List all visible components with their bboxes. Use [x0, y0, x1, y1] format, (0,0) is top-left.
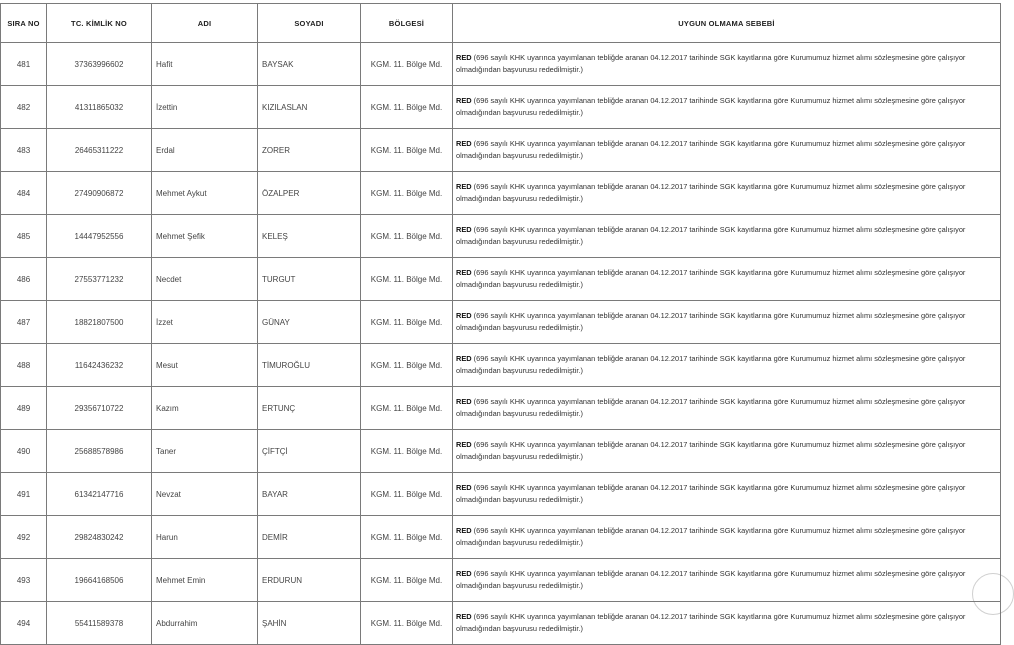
soyadi-cell: ERTUNÇ	[258, 387, 361, 430]
reason-text: (696 sayılı KHK uyarınca yayımlanan tebliğde aranan 04.12.2017 tarihinde SGK kayıtlarına göre Kurumumuz hizmet alımı sözleşmesine göre çalışıyor olmadığından başvurusu rededilmiştir.)	[456, 440, 966, 461]
tc-kimlik-no-cell: 55411589378	[47, 602, 152, 645]
reason-prefix: RED	[456, 612, 472, 621]
table-row	[1, 258, 1001, 301]
stamp-mark	[972, 573, 1014, 615]
uygun-olmama-sebebi-cell	[453, 344, 1001, 387]
reason-text: (696 sayılı KHK uyarınca yayımlanan tebliğde aranan 04.12.2017 tarihinde SGK kayıtlarına göre Kurumumuz hizmet alımı sözleşmesine göre çalışıyor olmadığından başvurusu rededilmiştir.)	[456, 311, 966, 332]
tc-kimlik-no-cell: 27490906872	[47, 172, 152, 215]
reason-text: (696 sayılı KHK uyarınca yayımlanan tebliğde aranan 04.12.2017 tarihinde SGK kayıtlarına göre Kurumumuz hizmet alımı sözleşmesine göre çalışıyor olmadığından başvurusu rededilmiştir.)	[456, 182, 966, 203]
tc-kimlik-no-cell: 27553771232	[47, 258, 152, 301]
header-sira-no: SIRA NO	[1, 4, 47, 43]
table-row	[1, 215, 1001, 258]
soyadi-cell: GÜNAY	[258, 301, 361, 344]
bolgesi-cell: KGM. 11. Bölge Md.	[361, 473, 453, 516]
sira-no-cell: 481	[1, 43, 47, 86]
uygun-olmama-sebebi-cell	[453, 129, 1001, 172]
bolgesi-cell: KGM. 11. Bölge Md.	[361, 301, 453, 344]
uygun-olmama-sebebi-cell	[453, 516, 1001, 559]
adi-cell: Erdal	[152, 129, 258, 172]
soyadi-cell: TİMUROĞLU	[258, 344, 361, 387]
uygun-olmama-sebebi-cell	[453, 86, 1001, 129]
adi-cell: Kazım	[152, 387, 258, 430]
soyadi-cell: ZORER	[258, 129, 361, 172]
table-row	[1, 559, 1001, 602]
tc-kimlik-no-cell: 29356710722	[47, 387, 152, 430]
tc-kimlik-no-cell: 41311865032	[47, 86, 152, 129]
reason-prefix: RED	[456, 225, 472, 234]
header-tc-kimlik-no: TC. KİMLİK NO	[47, 4, 152, 43]
sira-no-cell: 482	[1, 86, 47, 129]
sira-no-cell: 485	[1, 215, 47, 258]
tc-kimlik-no-cell: 14447952556	[47, 215, 152, 258]
uygun-olmama-sebebi-cell	[453, 301, 1001, 344]
soyadi-cell: KELEŞ	[258, 215, 361, 258]
adi-cell: Mehmet Şefik	[152, 215, 258, 258]
table-row	[1, 430, 1001, 473]
tc-kimlik-no-cell: 19664168506	[47, 559, 152, 602]
bolgesi-cell: KGM. 11. Bölge Md.	[361, 86, 453, 129]
table-row	[1, 172, 1001, 215]
bolgesi-cell: KGM. 11. Bölge Md.	[361, 387, 453, 430]
header-uygun-olmama-sebebi: UYGUN OLMAMA SEBEBİ	[453, 4, 1001, 43]
header-bolgesi: BÖLGESİ	[361, 4, 453, 43]
reason-text: (696 sayılı KHK uyarınca yayımlanan tebliğde aranan 04.12.2017 tarihinde SGK kayıtlarına göre Kurumumuz hizmet alımı sözleşmesine göre çalışıyor olmadığından başvurusu rededilmiştir.)	[456, 354, 966, 375]
bolgesi-cell: KGM. 11. Bölge Md.	[361, 430, 453, 473]
reason-prefix: RED	[456, 311, 472, 320]
uygun-olmama-sebebi-cell	[453, 258, 1001, 301]
applicant-table	[0, 3, 1001, 645]
reason-prefix: RED	[456, 182, 472, 191]
soyadi-cell: ERDURUN	[258, 559, 361, 602]
adi-cell: Hafit	[152, 43, 258, 86]
tc-kimlik-no-cell: 25688578986	[47, 430, 152, 473]
reason-text: (696 sayılı KHK uyarınca yayımlanan tebliğde aranan 04.12.2017 tarihinde SGK kayıtlarına göre Kurumumuz hizmet alımı sözleşmesine göre çalışıyor olmadığından başvurusu rededilmiştir.)	[456, 397, 966, 418]
reason-prefix: RED	[456, 139, 472, 148]
soyadi-cell: BAYAR	[258, 473, 361, 516]
bolgesi-cell: KGM. 11. Bölge Md.	[361, 258, 453, 301]
reason-prefix: RED	[456, 526, 472, 535]
uygun-olmama-sebebi-cell	[453, 602, 1001, 645]
soyadi-cell: DEMİR	[258, 516, 361, 559]
uygun-olmama-sebebi-cell	[453, 430, 1001, 473]
uygun-olmama-sebebi-cell	[453, 559, 1001, 602]
sira-no-cell: 486	[1, 258, 47, 301]
tc-kimlik-no-cell: 18821807500	[47, 301, 152, 344]
bolgesi-cell: KGM. 11. Bölge Md.	[361, 516, 453, 559]
uygun-olmama-sebebi-cell	[453, 387, 1001, 430]
reason-prefix: RED	[456, 483, 472, 492]
reason-prefix: RED	[456, 53, 472, 62]
bolgesi-cell: KGM. 11. Bölge Md.	[361, 344, 453, 387]
reason-prefix: RED	[456, 569, 472, 578]
adi-cell: Taner	[152, 430, 258, 473]
reason-prefix: RED	[456, 96, 472, 105]
soyadi-cell: BAYSAK	[258, 43, 361, 86]
adi-cell: İzzet	[152, 301, 258, 344]
sira-no-cell: 493	[1, 559, 47, 602]
table-row	[1, 516, 1001, 559]
reason-prefix: RED	[456, 354, 472, 363]
reason-text: (696 sayılı KHK uyarınca yayımlanan tebliğde aranan 04.12.2017 tarihinde SGK kayıtlarına göre Kurumumuz hizmet alımı sözleşmesine göre çalışıyor olmadığından başvurusu rededilmiştir.)	[456, 526, 966, 547]
tc-kimlik-no-cell: 61342147716	[47, 473, 152, 516]
adi-cell: Mehmet Emin	[152, 559, 258, 602]
adi-cell: Nevzat	[152, 473, 258, 516]
table-row	[1, 344, 1001, 387]
tc-kimlik-no-cell: 29824830242	[47, 516, 152, 559]
reason-text: (696 sayılı KHK uyarınca yayımlanan tebliğde aranan 04.12.2017 tarihinde SGK kayıtlarına göre Kurumumuz hizmet alımı sözleşmesine göre çalışıyor olmadığından başvurusu rededilmiştir.)	[456, 225, 966, 246]
reason-text: (696 sayılı KHK uyarınca yayımlanan tebliğde aranan 04.12.2017 tarihinde SGK kayıtlarına göre Kurumumuz hizmet alımı sözleşmesine göre çalışıyor olmadığından başvurusu rededilmiştir.)	[456, 268, 966, 289]
sira-no-cell: 491	[1, 473, 47, 516]
adi-cell: Mehmet Aykut	[152, 172, 258, 215]
reason-text: (696 sayılı KHK uyarınca yayımlanan tebliğde aranan 04.12.2017 tarihinde SGK kayıtlarına göre Kurumumuz hizmet alımı sözleşmesine göre çalışıyor olmadığından başvurusu rededilmiştir.)	[456, 139, 966, 160]
sira-no-cell: 492	[1, 516, 47, 559]
adi-cell: Harun	[152, 516, 258, 559]
sira-no-cell: 488	[1, 344, 47, 387]
table-row	[1, 86, 1001, 129]
tc-kimlik-no-cell: 26465311222	[47, 129, 152, 172]
table-row	[1, 301, 1001, 344]
adi-cell: Abdurrahim	[152, 602, 258, 645]
reason-prefix: RED	[456, 440, 472, 449]
table-row	[1, 43, 1001, 86]
sira-no-cell: 484	[1, 172, 47, 215]
bolgesi-cell: KGM. 11. Bölge Md.	[361, 602, 453, 645]
table-row	[1, 473, 1001, 516]
uygun-olmama-sebebi-cell	[453, 43, 1001, 86]
uygun-olmama-sebebi-cell	[453, 215, 1001, 258]
soyadi-cell: ÖZALPER	[258, 172, 361, 215]
reason-text: (696 sayılı KHK uyarınca yayımlanan tebliğde aranan 04.12.2017 tarihinde SGK kayıtlarına göre Kurumumuz hizmet alımı sözleşmesine göre çalışıyor olmadığından başvurusu rededilmiştir.)	[456, 569, 966, 590]
table-row	[1, 129, 1001, 172]
soyadi-cell: ÇİFTÇİ	[258, 430, 361, 473]
reason-text: (696 sayılı KHK uyarınca yayımlanan tebliğde aranan 04.12.2017 tarihinde SGK kayıtlarına göre Kurumumuz hizmet alımı sözleşmesine göre çalışıyor olmadığından başvurusu rededilmiştir.)	[456, 53, 966, 74]
bolgesi-cell: KGM. 11. Bölge Md.	[361, 559, 453, 602]
adi-cell: Necdet	[152, 258, 258, 301]
table-row	[1, 387, 1001, 430]
bolgesi-cell: KGM. 11. Bölge Md.	[361, 43, 453, 86]
soyadi-cell: TURGUT	[258, 258, 361, 301]
sira-no-cell: 490	[1, 430, 47, 473]
header-soyadi: SOYADI	[258, 4, 361, 43]
tc-kimlik-no-cell: 37363996602	[47, 43, 152, 86]
reason-prefix: RED	[456, 268, 472, 277]
soyadi-cell: ŞAHİN	[258, 602, 361, 645]
sira-no-cell: 494	[1, 602, 47, 645]
bolgesi-cell: KGM. 11. Bölge Md.	[361, 129, 453, 172]
tc-kimlik-no-cell: 11642436232	[47, 344, 152, 387]
uygun-olmama-sebebi-cell	[453, 172, 1001, 215]
sira-no-cell: 489	[1, 387, 47, 430]
soyadi-cell: KIZILASLAN	[258, 86, 361, 129]
uygun-olmama-sebebi-cell	[453, 473, 1001, 516]
adi-cell: Mesut	[152, 344, 258, 387]
reason-text: (696 sayılı KHK uyarınca yayımlanan tebliğde aranan 04.12.2017 tarihinde SGK kayıtlarına göre Kurumumuz hizmet alımı sözleşmesine göre çalışıyor olmadığından başvurusu rededilmiştir.)	[456, 483, 966, 504]
bolgesi-cell: KGM. 11. Bölge Md.	[361, 215, 453, 258]
reason-prefix: RED	[456, 397, 472, 406]
reason-text: (696 sayılı KHK uyarınca yayımlanan tebliğde aranan 04.12.2017 tarihinde SGK kayıtlarına göre Kurumumuz hizmet alımı sözleşmesine göre çalışıyor olmadığından başvurusu rededilmiştir.)	[456, 96, 966, 117]
table-header-row	[1, 4, 1001, 43]
sira-no-cell: 483	[1, 129, 47, 172]
reason-text: (696 sayılı KHK uyarınca yayımlanan tebliğde aranan 04.12.2017 tarihinde SGK kayıtlarına göre Kurumumuz hizmet alımı sözleşmesine göre çalışıyor olmadığından başvurusu rededilmiştir.)	[456, 612, 966, 633]
table-row	[1, 602, 1001, 645]
sira-no-cell: 487	[1, 301, 47, 344]
bolgesi-cell: KGM. 11. Bölge Md.	[361, 172, 453, 215]
adi-cell: İzettin	[152, 86, 258, 129]
header-adi: ADI	[152, 4, 258, 43]
